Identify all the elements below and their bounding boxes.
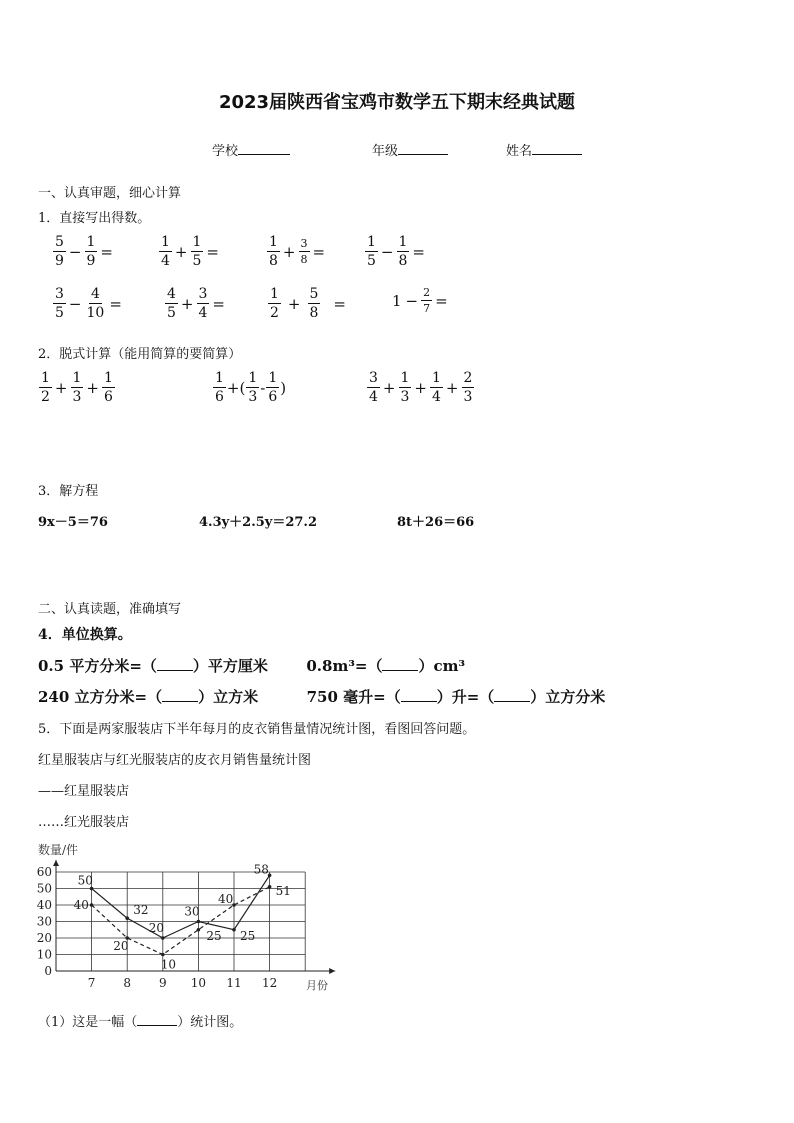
- school-label: 学校: [212, 144, 239, 159]
- legend-dashed: ……红光服装店: [38, 815, 130, 830]
- equation-3: 8t＋26＝66: [397, 515, 475, 530]
- data-label: 40: [73, 898, 89, 912]
- q1-item-3: $\frac{1}{8}$ + $\frac{3}{8}$ =: [269, 234, 326, 269]
- q1-item-5: $\frac{3}{5}$ − $\frac{4}{10}$ =: [55, 286, 122, 321]
- q4-label: 4．单位换算。: [38, 627, 132, 643]
- data-label: 30: [184, 904, 200, 919]
- q2-expr-2: $\frac{1}{6}$ +( $\frac{1}{3}$ - $\frac{1}{6}$ ): [215, 370, 287, 405]
- q1-item-6: $\frac{4}{5}$ + $\frac{3}{4}$ =: [167, 286, 225, 321]
- q1-item-4: $\frac{1}{5}$ − $\frac{1}{8}$ =: [367, 234, 425, 269]
- name-field[interactable]: [506, 140, 582, 159]
- data-label: 32: [133, 903, 149, 918]
- q1-item-1: $\frac{5}{9}$ − $\frac{1}{9}$ =: [55, 234, 113, 269]
- legend-solid: ——红星服装店: [38, 784, 130, 799]
- x-tick-label: 10: [190, 976, 207, 990]
- data-point: [197, 920, 201, 924]
- data-point: [232, 928, 236, 932]
- name-label: 姓名: [506, 144, 533, 159]
- line-chart: [30, 840, 370, 1000]
- data-label: 25: [206, 928, 222, 943]
- q1-item-7: $\frac{1}{2}$ + $\frac{5}{8}$ =: [270, 286, 346, 321]
- q5-label: 5．下面是两家服装店下半年每月的皮衣销售量情况统计图，看图回答问题。: [38, 722, 476, 737]
- q1-item-8: 1 − $\frac{2}{7}$ =: [392, 286, 448, 315]
- data-point: [161, 936, 165, 940]
- equation-2: 4.3y＋2.5y＝27.2: [199, 515, 318, 530]
- x-tick-label: 9: [158, 976, 167, 990]
- data-label: 50: [77, 873, 93, 888]
- section2-heading: 二、认真读题，准确填写: [38, 602, 182, 617]
- data-label: 20: [148, 921, 165, 935]
- data-label: 40: [218, 892, 234, 906]
- y-tick-label: 10: [36, 947, 52, 962]
- x-axis-arrow-icon: [329, 968, 335, 974]
- y-tick-label: 50: [36, 881, 52, 896]
- q3-label: 3．解方程: [38, 484, 99, 499]
- data-label: 20: [113, 939, 129, 953]
- data-label: 58: [253, 862, 269, 877]
- data-point: [197, 928, 201, 932]
- unit-line-1: 0.5 平方分米=（ ）平方厘米 0.8m³=（ ）cm³: [38, 657, 466, 675]
- unit-line-2: 240 立方分米=（ ）立方米 750 毫升=（ ）升=（ ）立方分米: [38, 688, 606, 706]
- data-label: 25: [240, 928, 256, 943]
- equation-1: 9x－5＝76: [38, 515, 108, 530]
- data-label: 10: [160, 957, 177, 972]
- school-field[interactable]: [212, 140, 290, 159]
- x-tick-label: 12: [261, 976, 278, 990]
- y-axis-label: 数量/件: [38, 843, 79, 857]
- y-tick-label: 40: [36, 898, 52, 912]
- grade-label: 年级: [372, 144, 399, 159]
- x-tick-label: 8: [123, 976, 132, 990]
- answer-blank[interactable]: [162, 689, 198, 702]
- data-point: [125, 916, 129, 920]
- answer-blank[interactable]: [382, 658, 418, 671]
- page-title: 2023届陕西省宝鸡市数学五下期末经典试题: [218, 92, 576, 113]
- answer-blank[interactable]: [494, 689, 530, 702]
- answer-blank[interactable]: [137, 1013, 177, 1026]
- section1-heading: 一、认真审题，细心计算: [38, 186, 182, 201]
- sub-question-1: （1）这是一幅（ ）统计图。: [38, 1015, 243, 1030]
- y-tick-label: 0: [44, 964, 52, 978]
- x-tick-label: 7: [87, 976, 96, 990]
- q2-expr-3: $\frac{3}{4}$ + $\frac{1}{3}$ + $\frac{1}{4}$ + $\frac{2}{3}$: [369, 370, 473, 405]
- q1-item-2: $\frac{1}{4}$ + $\frac{1}{5}$ =: [161, 234, 219, 269]
- answer-blank[interactable]: [401, 689, 437, 702]
- data-point: [90, 903, 94, 907]
- q2-label: 2．脱式计算（能用简算的要简算）: [38, 347, 242, 362]
- grade-field[interactable]: [372, 140, 448, 159]
- q2-expr-1: $\frac{1}{2}$ + $\frac{1}{3}$ + $\frac{1}{6}$: [41, 370, 113, 405]
- data-point: [268, 885, 272, 889]
- x-tick-label: 11: [226, 976, 242, 990]
- y-tick-label: 60: [36, 865, 52, 879]
- q1-label: 1．直接写出得数。: [38, 211, 151, 226]
- answer-blank[interactable]: [157, 658, 193, 671]
- x-axis-label: 月份: [306, 979, 328, 992]
- chart-title: 红星服装店与红光服装店的皮衣月销售量统计图: [38, 753, 312, 768]
- y-tick-label: 20: [36, 931, 52, 945]
- y-axis-arrow-icon: [53, 860, 59, 866]
- data-label: 51: [275, 883, 291, 898]
- data-point: [161, 953, 165, 957]
- y-tick-label: 30: [36, 914, 52, 929]
